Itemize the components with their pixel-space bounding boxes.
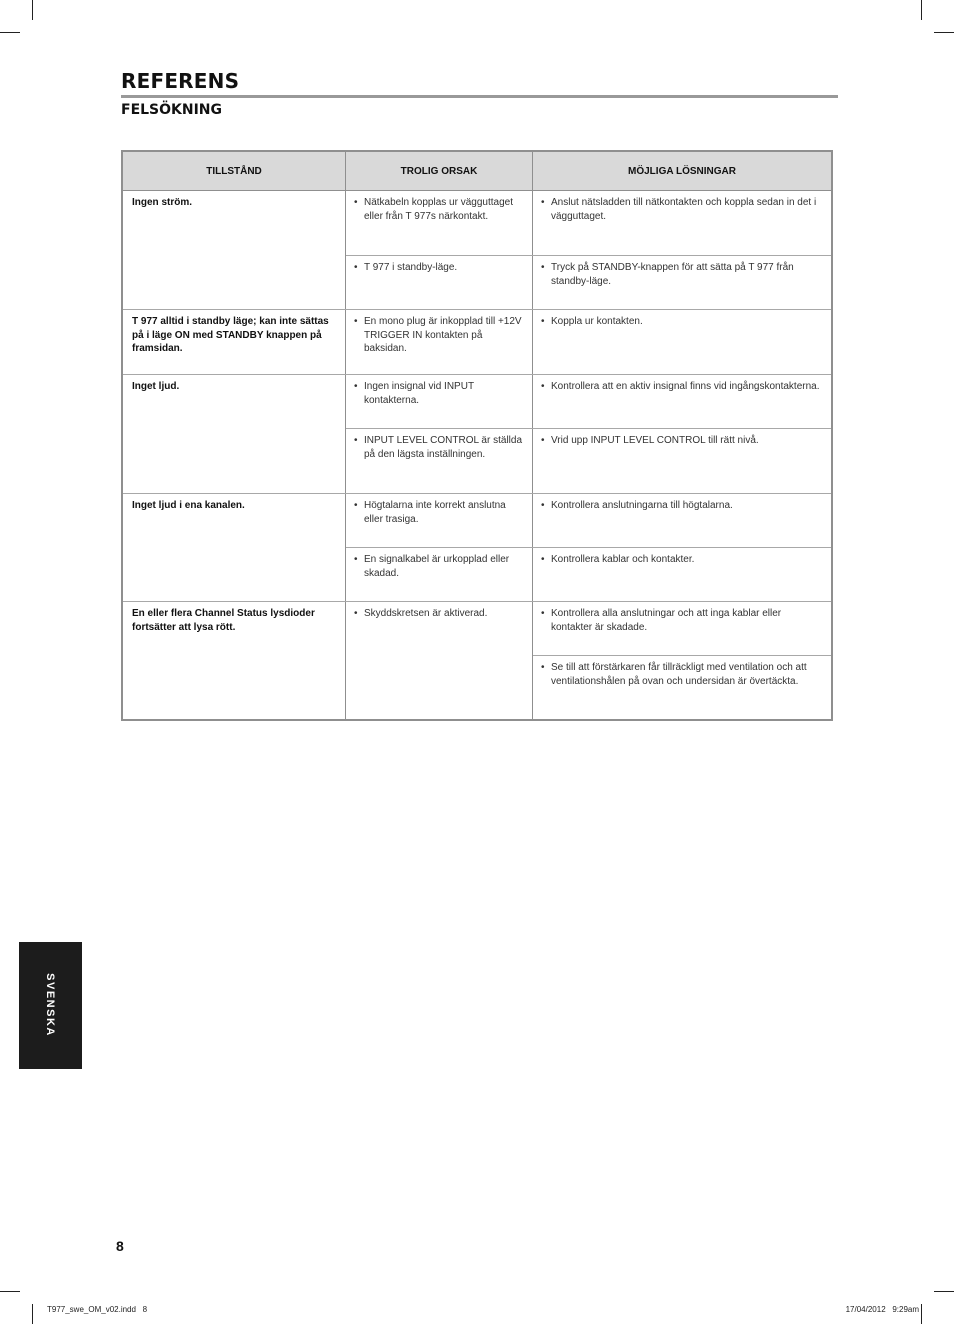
table-row bbox=[346, 548, 831, 601]
title-rule bbox=[121, 95, 838, 98]
condition-cell: Inget ljud i ena kanalen. bbox=[123, 494, 346, 601]
bullet-icon: • bbox=[354, 608, 358, 619]
bullet-icon: • bbox=[541, 435, 545, 446]
footer-filename: T977_swe_OM_v02.indd 8 bbox=[47, 1305, 148, 1314]
crop-mark bbox=[921, 1304, 922, 1324]
bullet-icon: • bbox=[541, 500, 545, 511]
bullet-icon: • bbox=[541, 262, 545, 273]
solution-cell: • Kontrollera kablar och kontakter. bbox=[541, 554, 695, 565]
solution-cell: • Kontrollera att en aktiv insignal finns vid ingångskontakterna. bbox=[541, 381, 820, 392]
condition-cell: Ingen ström. bbox=[123, 191, 346, 309]
table-row-group bbox=[123, 310, 831, 375]
section-title: REFERENS bbox=[121, 69, 240, 93]
column-header: MÖJLIGA LÖSNINGAR bbox=[628, 165, 736, 177]
page-number: 8 bbox=[116, 1238, 124, 1254]
solution-cell: • Koppla ur kontakten. bbox=[541, 316, 643, 327]
solution-cell: • Kontrollera alla anslutningar och att inga kablar eller kontakter är skadade. bbox=[541, 608, 782, 633]
table-row bbox=[346, 256, 831, 309]
column-header: TROLIG ORSAK bbox=[346, 152, 533, 190]
table-header bbox=[123, 152, 831, 191]
cause-cell: • T 977 i standby-läge. bbox=[346, 256, 533, 309]
table-row bbox=[533, 602, 831, 656]
language-tab-label: SVENSKA bbox=[44, 973, 56, 1037]
troubleshooting-table bbox=[121, 150, 833, 721]
cause-cell: • INPUT LEVEL CONTROL är ställda på den lägsta inställningen. bbox=[346, 429, 533, 493]
table-row bbox=[346, 375, 831, 429]
table-row bbox=[346, 310, 831, 374]
cause-cell: • En signalkabel är urkopplad eller skadad. bbox=[346, 548, 533, 601]
condition-cell: En eller flera Channel Status lysdioder fortsätter att lysa rött. bbox=[123, 602, 346, 719]
bullet-icon: • bbox=[354, 262, 358, 273]
column-header: TILLSTÅND bbox=[123, 152, 346, 190]
crop-mark bbox=[934, 1291, 954, 1292]
solution-cell: • Se till att förstärkaren får tillräckligt med ventilation och att ventilationshålen på ovan och undersidan är övertäckta. bbox=[541, 662, 807, 687]
crop-mark bbox=[0, 1291, 20, 1292]
cause-cell: • Högtalarna inte korrekt anslutna eller trasiga. bbox=[346, 494, 533, 547]
crop-mark bbox=[921, 0, 922, 20]
table-row bbox=[346, 494, 831, 548]
cause-cell: • Skyddskretsen är aktiverad. bbox=[346, 602, 533, 719]
crop-mark bbox=[0, 32, 20, 33]
solution-cell: • Kontrollera anslutningarna till högtalarna. bbox=[541, 500, 733, 511]
table-row-group bbox=[123, 602, 831, 719]
bullet-icon: • bbox=[354, 381, 358, 392]
bullet-icon: • bbox=[354, 316, 358, 327]
cause-cell: • Ingen insignal vid INPUT kontakterna. bbox=[346, 375, 533, 428]
bullet-icon: • bbox=[354, 500, 358, 511]
bullet-icon: • bbox=[354, 435, 358, 446]
table-row bbox=[533, 656, 831, 719]
bullet-icon: • bbox=[541, 316, 545, 327]
bullet-icon: • bbox=[354, 197, 358, 208]
crop-mark bbox=[32, 0, 33, 20]
crop-mark bbox=[934, 32, 954, 33]
condition-cell: T 977 alltid i standby läge; kan inte sättas på i läge ON med STANDBY knappen på framsidan. bbox=[123, 310, 346, 374]
crop-mark bbox=[32, 1304, 33, 1324]
solution-cell: • Vrid upp INPUT LEVEL CONTROL till rätt nivå. bbox=[541, 435, 759, 446]
table-row bbox=[346, 191, 831, 256]
table-row-group bbox=[123, 191, 831, 310]
bullet-icon: • bbox=[354, 554, 358, 565]
table-row bbox=[346, 429, 831, 493]
condition-cell: Inget ljud. bbox=[123, 375, 346, 493]
bullet-icon: • bbox=[541, 554, 545, 565]
table-row-group bbox=[123, 494, 831, 602]
solution-cell: • Tryck på STANDBY-knappen för att sätta på T 977 från standby-läge. bbox=[541, 262, 794, 287]
solution-cell: • Anslut nätsladden till nätkontakten och koppla sedan in det i vägguttaget. bbox=[541, 197, 817, 222]
bullet-icon: • bbox=[541, 608, 545, 619]
table-row-group bbox=[123, 375, 831, 494]
bullet-icon: • bbox=[541, 662, 545, 673]
cause-cell: • Nätkabeln kopplas ur vägguttaget eller från T 977s närkontakt. bbox=[346, 191, 533, 255]
cause-cell: • En mono plug är inkopplad till +12V TRIGGER IN kontakten på baksidan. bbox=[346, 310, 533, 374]
page-subtitle: FELSÖKNING bbox=[121, 102, 223, 118]
footer-timestamp: 17/04/2012 9:29am bbox=[845, 1305, 919, 1314]
bullet-icon: • bbox=[541, 197, 545, 208]
bullet-icon: • bbox=[541, 381, 545, 392]
